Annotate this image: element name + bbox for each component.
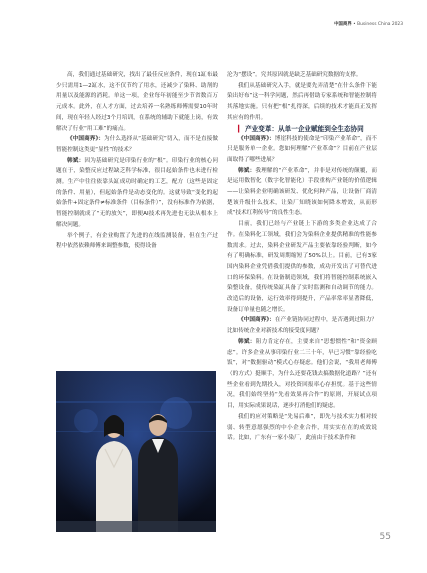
question-paragraph: 《中国商界》：为什么选择从“基础研究”切入，而不是直接做智能控制这类更“显性”的技术？: [56, 136, 219, 153]
section-heading: ▎ 产业变革：从单一企业赋能到全生态协同: [238, 124, 364, 133]
publication-subtitle: • Business China 2023: [353, 22, 403, 27]
speaker-label: 韩斌：: [238, 167, 256, 174]
speaker-label: 韩斌：: [67, 157, 85, 164]
question-paragraph: 《中国商界》：博崖科技的使命是“印染产业革命”，而不只是服务单一企业。您如何理解“产业革命”？目前在产业层面取得了哪些进展？: [227, 135, 378, 163]
paragraph: 高，我们通过基础研究，找出了最佳反应条件，现在1缸布最少只需用1—2缸水，这不仅节约了用水，还减少了染料、助剂的用量以及能源的消耗。单这一项，企业每年初能至少节省数百万元成本。此外，在人才方面，过去培养一名熟练师傅需要10年时间，现在年轻人经过3个月培训，在系统的辅助下就能上岗，有效解决了行业“用工难”的痛点。: [56, 72, 218, 132]
interview-photo: [56, 371, 216, 532]
paragraph: 沦为“摆设”。究其原因就是缺乏基础研究数据的支撑。: [227, 72, 362, 78]
answer-paragraph: 韩斌：我理解的“产业革命”，并非是对传统的颠覆，而是运用数智化（数字化智能化）手段重构产业链的价值逻辑——让染料企业明确该研发、优化何种产品，让设备厂商清楚该升级什么技术，让染厂知晓该如何降本增效，从而形成“技术红利传导”的良性生态。: [227, 167, 377, 217]
paragraph: 我们的应对策略是“先易后难”，即先与技术实力相对较弱、转型意愿强烈的中小企业合作，用实实在在的成效说话。比如，广东有一家小染厂，此前由于技术条件和: [227, 413, 377, 442]
interview-photo-image: [56, 371, 216, 532]
heading-marker: ▎: [238, 124, 244, 133]
question-paragraph: 《中国商界》：在产业链协同过程中，是否遇到过阻力？比如传统企业对新技术的接受度问题？: [227, 317, 377, 335]
page-number: 55: [379, 532, 391, 542]
right-column: [227, 70, 377, 444]
interviewer-label: 《中国商界》：: [238, 135, 275, 142]
speaker-label: 韩斌：: [238, 338, 256, 345]
paragraph: 我们从基础研究入手，就是要先弄清楚“在什么条件下能染出好布”这一科学问题，然后再借助专家系统和智能控制将其落地实施。只有把“根”扎得深，后续的技术才能真正发挥其应有的作用。: [227, 82, 377, 121]
paragraph: 举个例子，有企业购置了先进的在线监测装备，但在生产过程中依然依赖师傅来调整参数，使得设备: [56, 232, 218, 250]
interviewer-label: 《中国商界》：: [238, 317, 275, 324]
answer-paragraph: 韩斌：因为基础研究是印染行业的“根”。印染行业的核心问题在于，染整反应过程缺乏科学标准，很目起始条件也未进行检测。生产中往往依靠头缸成功时确定的工艺，配方（这些是固定的条件、用量），但起始条件是动态变化的。这就导致“变化的起始条件+固定条件≠标准条件（目标条件）”，没有标准作为依据，智能控制就成了“无的放矢”，即便AI技术再先进也无法从根本上解决问题。: [56, 157, 218, 228]
left-column: [56, 70, 218, 252]
interviewer-label: 《中国商界》：: [67, 136, 105, 143]
running-header: [334, 21, 403, 27]
paragraph: 目前，我们已经与产业链上下游的多类企业达成了合作。在染料化工领域，我们会为染料企业提供精准的性能参数需求。过去，染料企业研发产品主要依靠经验判断，如今有了明确标准，研发周期缩短了50%以上。目前，已有3家国内染料企业凭借我们提供的参数，成功开发出了可替代进口的环保染料。在设备制造领域，我们将智能控制系统嵌入染整设备，使传统染缸具备了实时监测和自动调节的能力。改造后的设备，运行效率得到提升，产品率常率显著降低，设备订单量也随之增长。: [227, 221, 377, 313]
publication-name: 中国商界: [334, 22, 352, 27]
answer-paragraph: 韩斌：阻力肯定存在，主要来自“思想惯性”和“资金顾虑”。许多企业从事印染行业二三十年，早已习惯“靠经验吃饭”，对“数据驱动”模式心存疑虑。他们会说，“我用老师傅（的方式）挺顺手，为什么还要花钱去搞数据化道路？”还有些企业看到先期投入，对投资回报率心存担忧。基于这些情况，我们始终坚持“先看效果再合作”的原则，开展试点项目，用实际成果说话，逐步打消他们的疑虑。: [227, 338, 377, 410]
